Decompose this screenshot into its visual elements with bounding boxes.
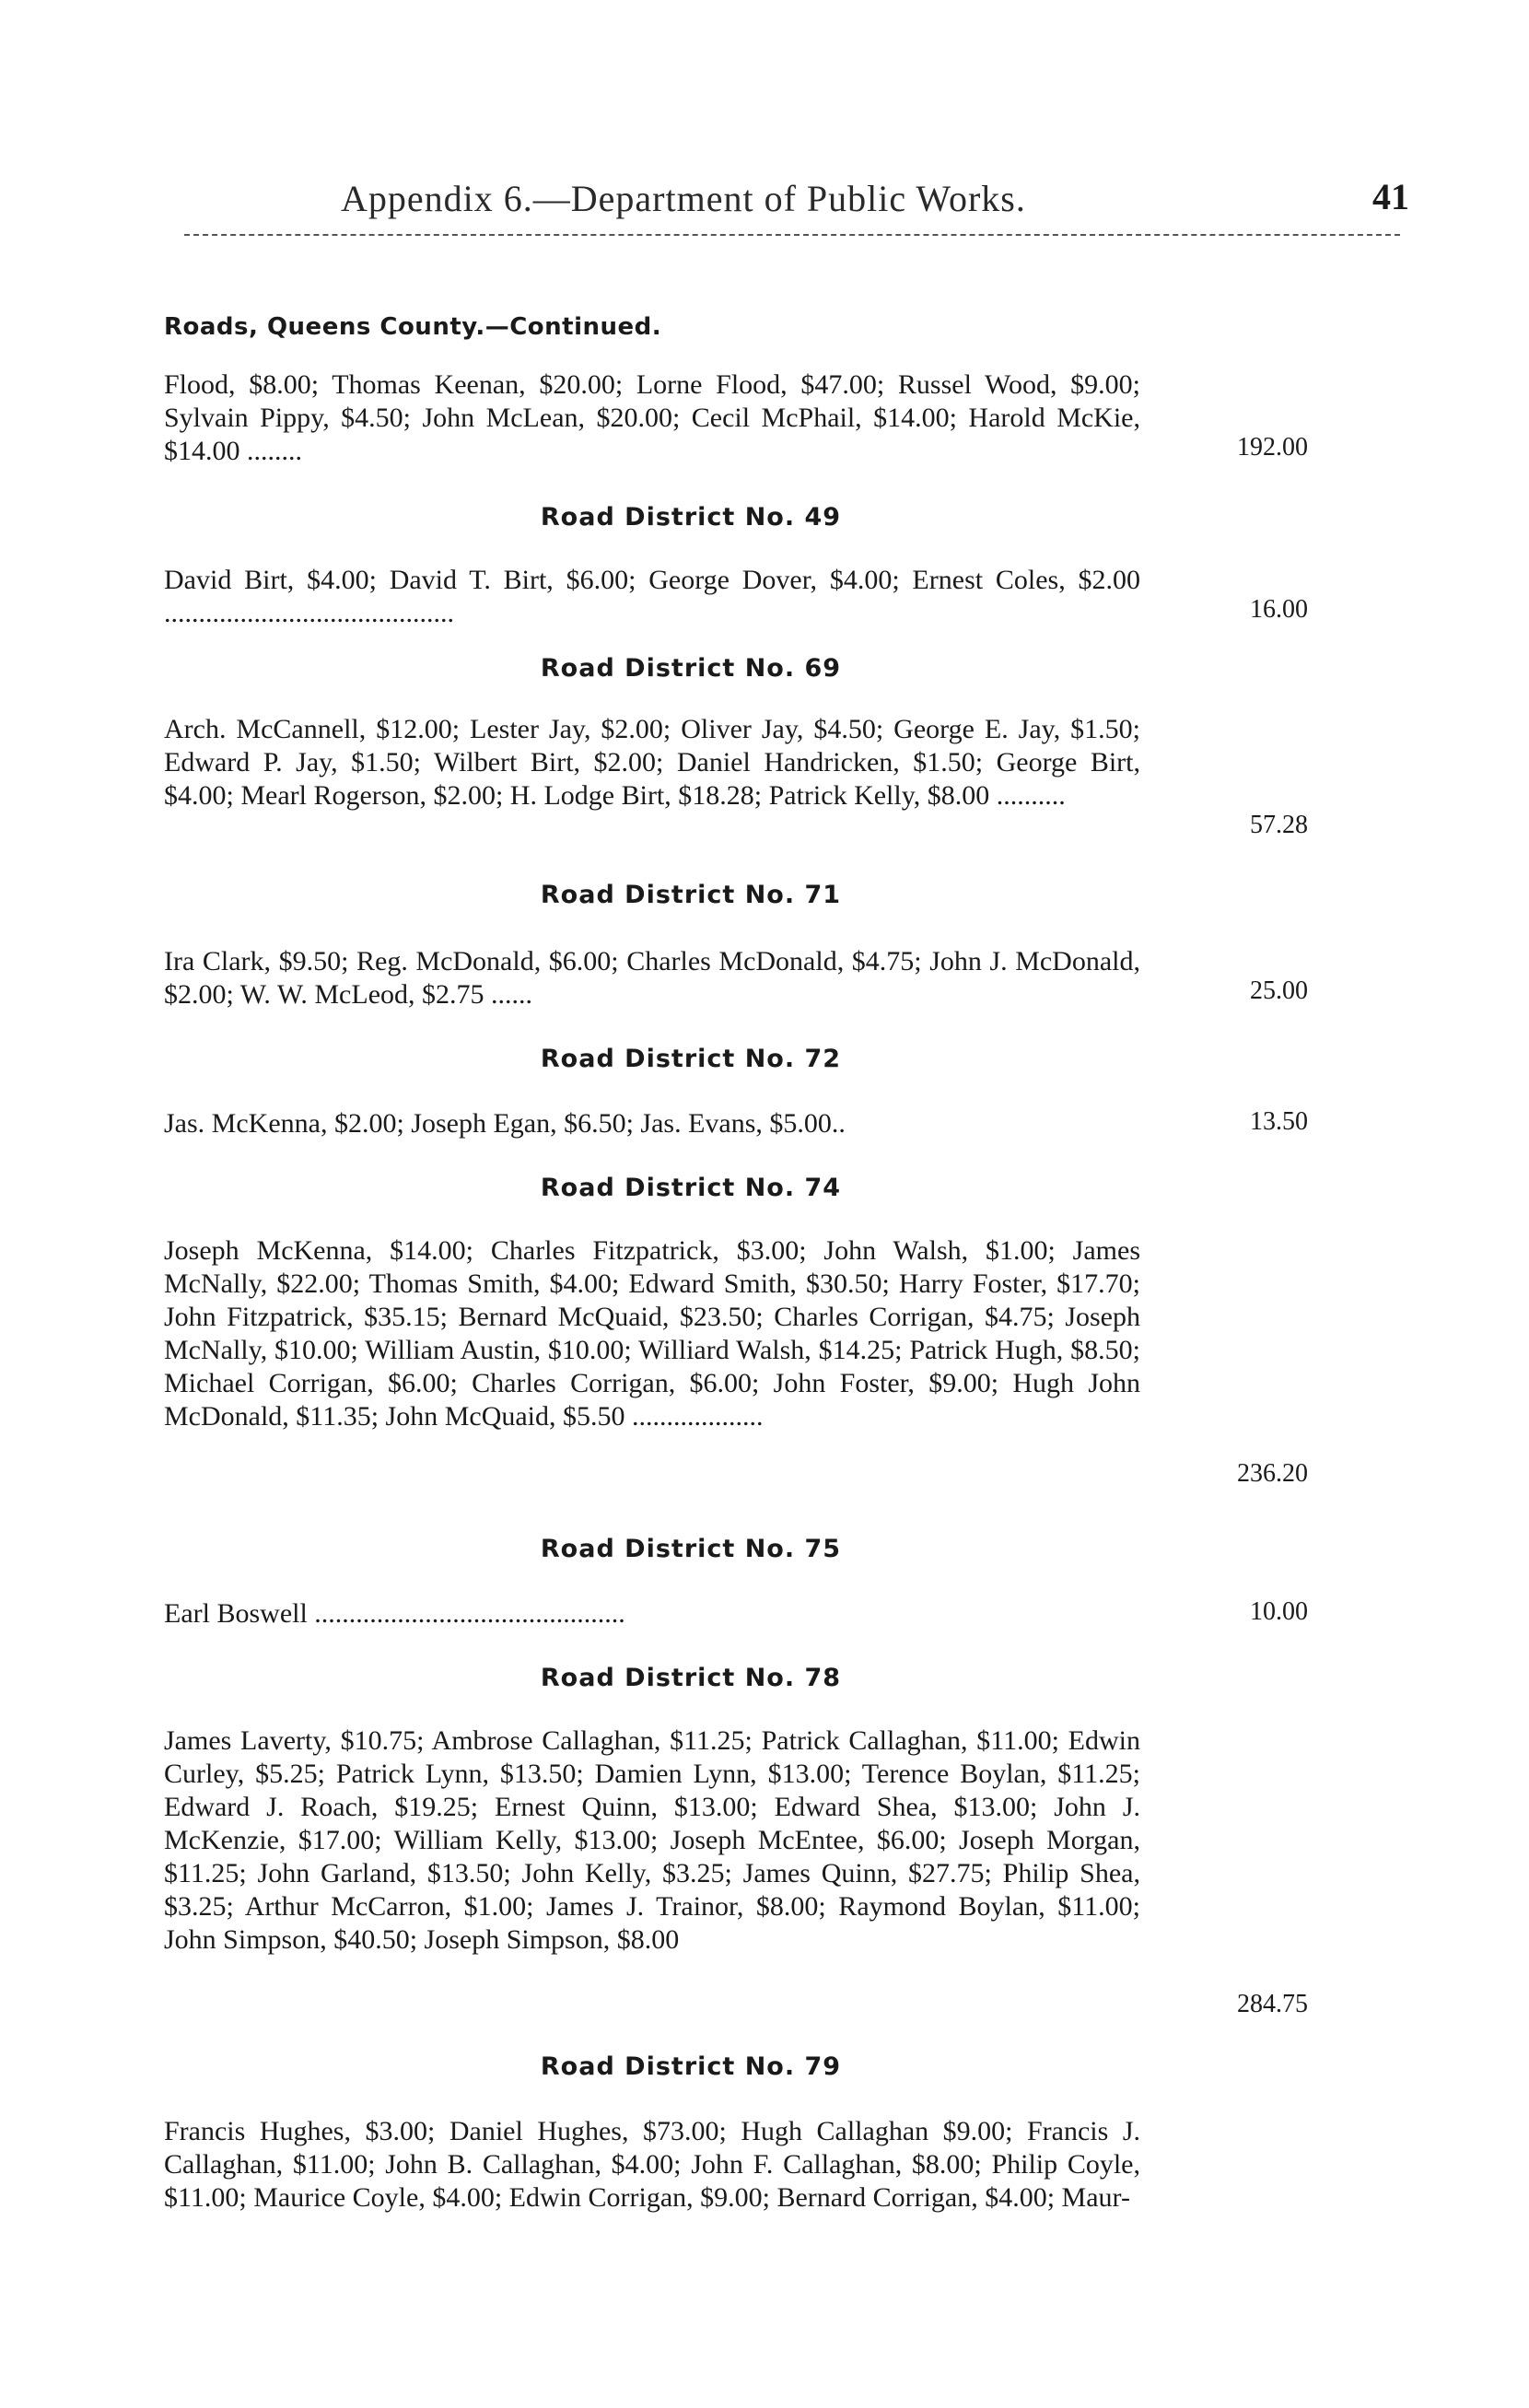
district-entry: Francis Hughes, $3.00; Daniel Hughes, $73.00; Hugh Callaghan $9.00; Francis J. Callaghan, $11.00; John B. Callaghan, $4.00; John F. Callaghan, $8.00; Philip Coyle, $11.00; Maurice Coyle, $4.00; Edwin Corrigan, $9.00; Bernard Corrigan, $4.00; Maur- xyxy=(164,2116,1140,2213)
district-heading: Road District No. 69 xyxy=(540,654,842,683)
entry-amount: 25.00 xyxy=(1250,976,1308,1005)
running-title: Appendix 6.—Department of Public Works. xyxy=(341,178,1026,219)
entry-continued: Flood, $8.00; Thomas Keenan, $20.00; Lorne Flood, $47.00; Russel Wood, $9.00; Sylvain Pippy, $4.50; John McLean, $20.00; Cecil McPhail, $14.00; Harold McKie, $14.00 ........ xyxy=(164,369,1140,466)
district-heading: Road District No. 71 xyxy=(540,881,842,909)
district-entry: Ira Clark, $9.50; Reg. McDonald, $6.00; Charles McDonald, $4.75; John J. McDonald, $2.00; W. W. McLeod, $2.75 ...... xyxy=(164,946,1140,1010)
district-entry: James Laverty, $10.75; Ambrose Callaghan, $11.25; Patrick Callaghan, $11.00; Edwin Curley, $5.25; Patrick Lynn, $13.50; Damien Lynn, $13.00; Terence Boylan, $11.25; Edward J. Roach, $19.25; Ernest Quinn, $13.00; Edward Shea, $13.00; John J. McKenzie, $17.00; William Kelly, $13.00; Joseph McEntee, $6.00; Joseph Morgan, $11.25; John Garland, $13.50; John Kelly, $3.25; James Quinn, $27.75; Philip Shea, $3.25; Arthur McCarron, $1.00; James J. Trainor, $8.00; Raymond Boylan, $11.00; John Simpson, $40.50; Joseph Simpson, $8.00 xyxy=(164,1725,1140,1955)
page-number: 41 xyxy=(1372,176,1409,217)
district-entry: Arch. McCannell, $12.00; Lester Jay, $2.00; Oliver Jay, $4.50; George E. Jay, $1.50; Edward P. Jay, $1.50; Wilbert Birt, $2.00; Daniel Handricken, $1.50; George Birt, $4.00; Mearl Rogerson, $2.00; H. Lodge Birt, $18.28; Patrick Kelly, $8.00 .......... xyxy=(164,714,1140,811)
entry-amount: 13.50 xyxy=(1250,1107,1308,1136)
entry-amount: 10.00 xyxy=(1250,1597,1308,1626)
entry-amount: 57.28 xyxy=(1250,811,1308,839)
district-entry: Earl Boswell ............................................. xyxy=(164,1598,625,1629)
district-heading: Road District No. 79 xyxy=(540,2052,842,2081)
district-heading: Road District No. 74 xyxy=(540,1174,842,1202)
district-heading: Road District No. 49 xyxy=(540,503,842,532)
entry-amount: 192.00 xyxy=(1237,433,1308,462)
district-entry: Jas. McKenna, $2.00; Joseph Egan, $6.50; Jas. Evans, $5.00.. xyxy=(164,1108,846,1139)
district-heading: Road District No. 75 xyxy=(540,1535,842,1563)
entry-amount: 284.75 xyxy=(1237,1990,1308,2018)
district-entry: Joseph McKenna, $14.00; Charles Fitzpatrick, $3.00; John Walsh, $1.00; James McNally, $22.00; Thomas Smith, $4.00; Edward Smith, $30.50; Harry Foster, $17.70; John Fitzpatrick, $35.15; Bernard McQuaid, $23.50; Charles Corrigan, $4.75; Joseph McNally, $10.00; William Austin, $10.00; Williard Walsh, $14.25; Patrick Hugh, $8.50; Michael Corrigan, $6.00; Charles Corrigan, $6.00; John Foster, $9.00; Hugh John McDonald, $11.35; John McQuaid, $5.50 ................... xyxy=(164,1235,1140,1432)
district-heading: Road District No. 78 xyxy=(540,1664,842,1692)
district-entry: David Birt, $4.00; David T. Birt, $6.00; George Dover, $4.00; Ernest Coles, $2.00 .......................................... xyxy=(164,565,1140,628)
page-header xyxy=(166,173,1409,228)
entry-amount: 16.00 xyxy=(1250,595,1308,624)
header-rule xyxy=(184,234,1400,236)
section-title: Roads, Queens County.—Continued. xyxy=(164,313,662,341)
district-heading: Road District No. 72 xyxy=(540,1045,842,1073)
entry-amount: 236.20 xyxy=(1237,1459,1308,1488)
